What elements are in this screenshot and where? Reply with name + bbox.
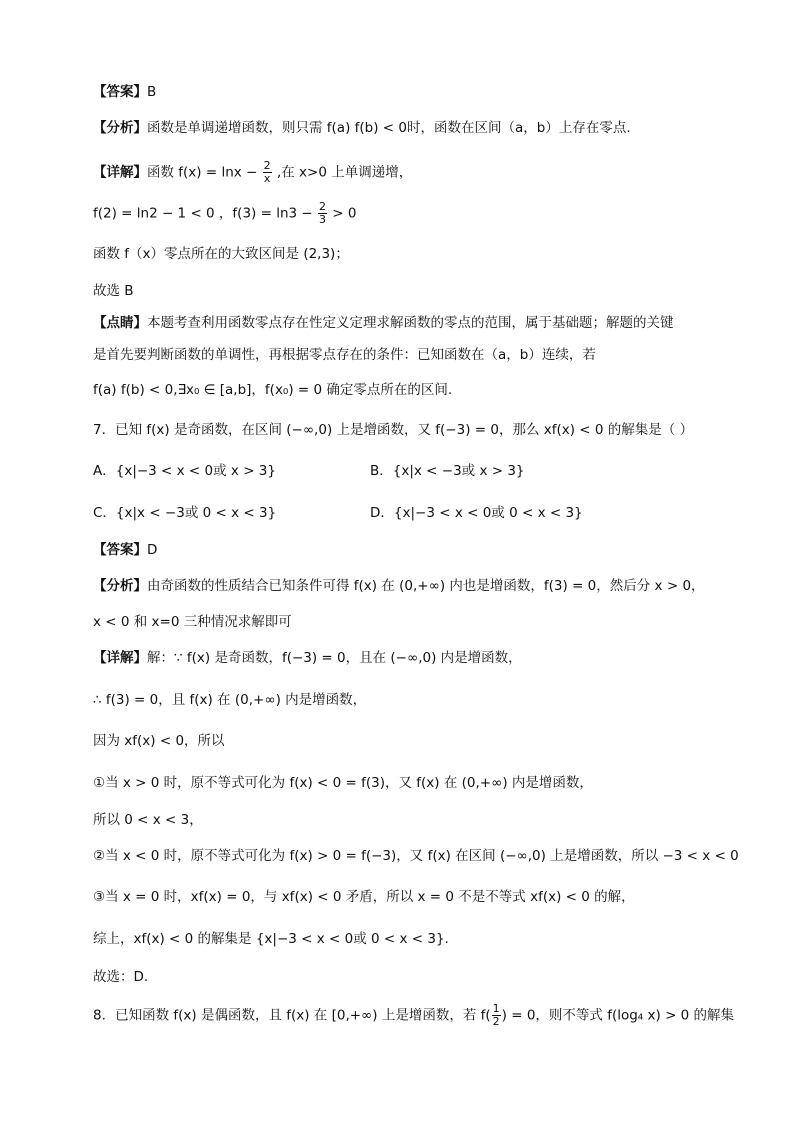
analysis-tag: 【分析】 — [93, 120, 147, 136]
case-3: ③当 x = 0 时，xf(x) = 0，与 xf(x) < 0 矛盾，所以 x = 0 不是不等式 xf(x) < 0 的解， — [93, 889, 635, 905]
analysis-line-1 — [93, 118, 631, 138]
detail-pre: f(2) = ln2 − 1 < 0 ，f(3) = ln3 − — [93, 205, 317, 222]
fraction — [492, 1003, 501, 1028]
remark-line-1 — [93, 313, 674, 333]
question-8 — [93, 1003, 734, 1028]
detail-line-2 — [93, 201, 356, 226]
fraction-denominator: 3 — [318, 213, 326, 226]
option-a: A．{x|−3 < x < 0或 x > 3} — [93, 463, 276, 479]
answer-line-2 — [93, 540, 157, 560]
detail-post: ,在 x>0 上单调递增， — [272, 164, 413, 181]
remark-text: 本题考查利用函数零点存在性定义定理求解函数的零点的范围，属于基础题；解题的关键 — [147, 315, 674, 331]
detail-tag: 【详解】 — [93, 650, 147, 666]
question-7: 7．已知 f(x) 是奇函数，在区间 (−∞,0) 上是增函数，又 f(−3) = 0，那么 xf(x) < 0 的解集是（ ） — [93, 422, 694, 438]
analysis-line-2 — [93, 576, 705, 596]
detail-tag: 【详解】 — [93, 164, 147, 181]
fraction-denominator: x — [263, 172, 271, 185]
fraction-denominator: 2 — [492, 1015, 500, 1028]
fraction-numerator: 1 — [492, 1002, 500, 1015]
detail-line-1 — [93, 160, 412, 185]
detail-line-4 — [93, 648, 522, 668]
detail-line-6: 因为 xf(x) < 0，所以 — [93, 733, 225, 749]
fraction — [263, 160, 272, 185]
answer-tag: 【答案】 — [93, 84, 147, 100]
choose-line-1: 故选 B — [93, 283, 134, 299]
option-b: B．{x|x < −3或 x > 3} — [370, 463, 525, 479]
answer-line-1 — [93, 82, 156, 102]
case-2: ②当 x < 0 时，原不等式可化为 f(x) > 0 = f(−3)，又 f(x) 在区间 (−∞,0) 上是增函数，所以 −3 < x < 0 — [93, 848, 739, 864]
fraction-numerator: 2 — [263, 159, 271, 172]
fraction — [318, 201, 327, 226]
fraction-numerator: 2 — [318, 200, 326, 213]
answer-value: D — [147, 542, 158, 558]
answer-value: B — [147, 84, 157, 100]
remark-tag: 【点睛】 — [93, 315, 147, 331]
analysis-line-3: x < 0 和 x=0 三种情况求解即可 — [93, 614, 292, 630]
answer-tag: 【答案】 — [93, 542, 147, 558]
detail-post: > 0 — [327, 205, 357, 222]
option-c: C．{x|x < −3或 0 < x < 3} — [93, 505, 277, 521]
detail-pre: 函数 f(x) = lnx − — [147, 164, 262, 181]
case-1: ①当 x > 0 时，原不等式可化为 f(x) < 0 = f(3)，又 f(x) 在 (0,+∞) 内是增函数， — [93, 775, 593, 791]
choose-line-2: 故选：D. — [93, 969, 149, 985]
detail-text: 解：∵ f(x) 是奇函数，f(−3) = 0，且在 (−∞,0) 内是增函数， — [147, 650, 522, 666]
question-8-pre: 8．已知函数 f(x) 是偶函数，且 f(x) 在 [0,+∞) 上是增函数，若 f( — [93, 1007, 491, 1024]
remark-line-2: 是首先要判断函数的单调性，再根据零点存在的条件：已知函数在（a，b）连续，若 — [93, 347, 596, 363]
remark-line-3: f(a) f(b) < 0,∃x₀ ∈ [a,b]，f(x₀) = 0 确定零点所在的区间. — [93, 382, 453, 398]
analysis-text: 由奇函数的性质结合已知条件可得 f(x) 在 (0,+∞) 内也是增函数，f(3) = 0，然后分 x > 0， — [147, 578, 705, 594]
conclusion: 综上，xf(x) < 0 的解集是 {x|−3 < x < 0或 0 < x < 3}. — [93, 931, 449, 947]
case-1-result: 所以 0 < x < 3， — [93, 812, 203, 828]
question-8-post: ) = 0，则不等式 f(log₄ x) > 0 的解集 — [501, 1007, 735, 1024]
analysis-tag: 【分析】 — [93, 578, 147, 594]
detail-line-5: ∴ f(3) = 0，且 f(x) 在 (0,+∞) 内是增函数， — [93, 692, 367, 708]
detail-line-3: 函数 f（x）零点所在的大致区间是 (2,3)； — [93, 246, 349, 262]
option-d: D．{x|−3 < x < 0或 0 < x < 3} — [370, 505, 583, 521]
analysis-text: 函数是单调递增函数，则只需 f(a) f(b) < 0时，函数在区间（a，b）上存在零点. — [147, 120, 631, 136]
